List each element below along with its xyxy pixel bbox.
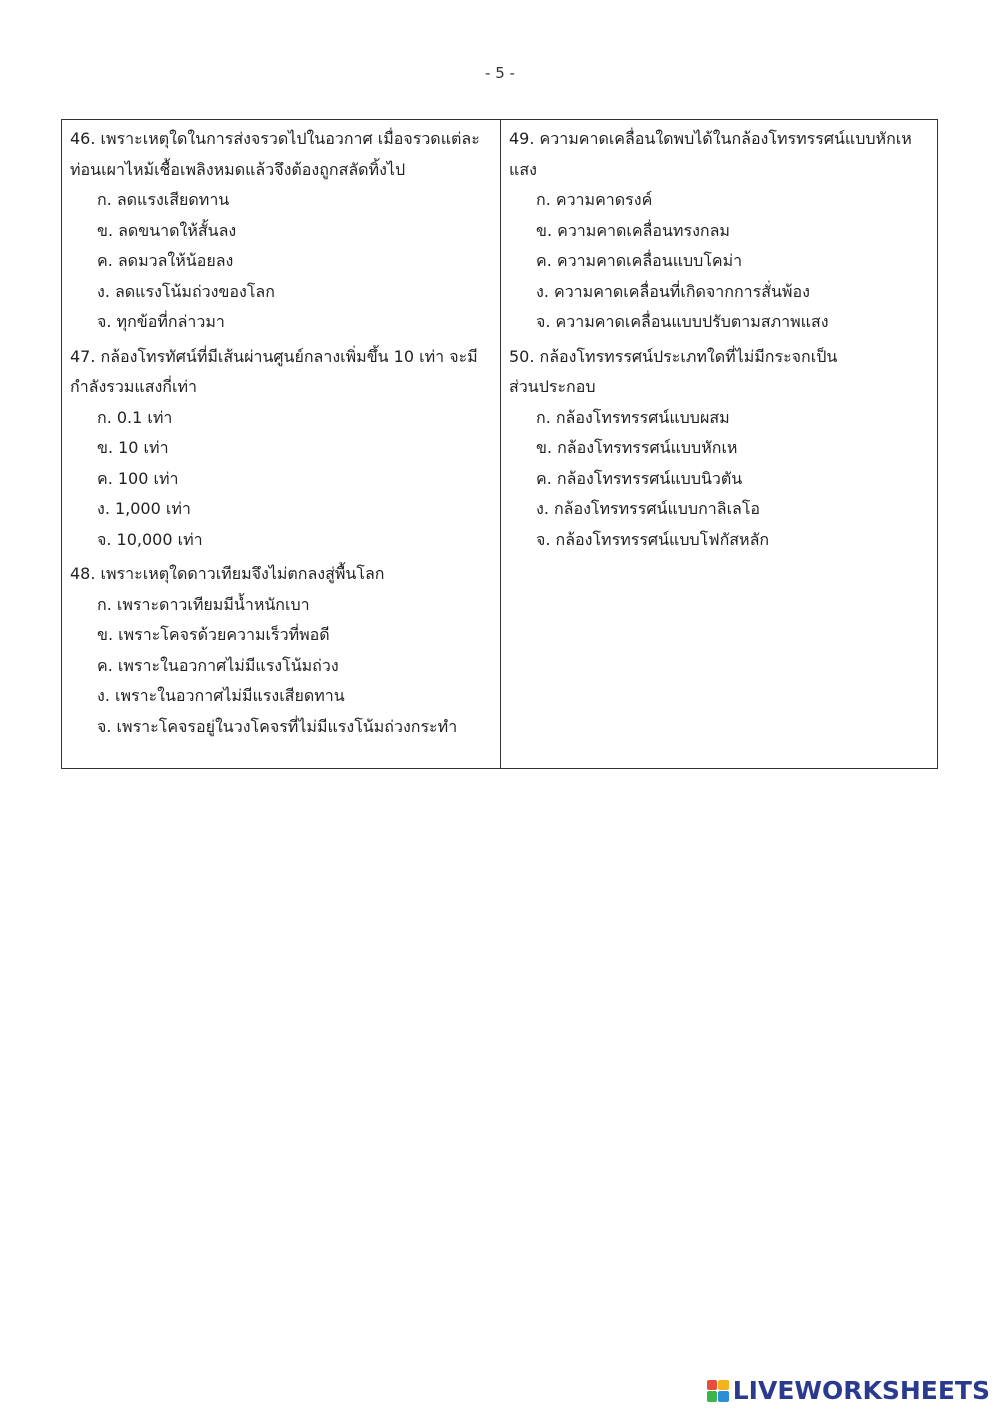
answer-choice[interactable]: ก. 0.1 เท่า	[97, 407, 173, 427]
question-table	[61, 119, 938, 769]
logo-block	[707, 1380, 718, 1391]
question-stem: แสง	[509, 159, 537, 179]
answer-choice[interactable]: ค. ลดมวลให้น้อยลง	[97, 251, 234, 270]
answer-choice[interactable]: ค. 100 เท่า	[97, 468, 179, 488]
answer-choice[interactable]: ข. กล้องโทรทรรศน์แบบหักเห	[536, 438, 738, 457]
logo-block	[707, 1391, 718, 1402]
question-stem: 49. ความคาดเคลื่อนใดพบได้ในกล้องโทรทรรศน์แบบหักเห	[509, 129, 912, 148]
answer-choice[interactable]: ง. ความคาดเคลื่อนที่เกิดจากการสั่นพ้อง	[536, 281, 810, 301]
answer-choice[interactable]: ข. ลดขนาดให้สั้นลง	[97, 220, 237, 240]
left-column	[62, 120, 501, 768]
right-column	[501, 120, 937, 768]
answer-choice[interactable]: ค. กล้องโทรทรรศน์แบบนิวตัน	[536, 468, 743, 488]
question-stem: ส่วนประกอบ	[509, 377, 596, 396]
answer-choice[interactable]: ก. ลดแรงเสียดทาน	[97, 190, 230, 209]
answer-choice[interactable]: ข. เพราะโคจรด้วยความเร็วที่พอดี	[97, 625, 330, 644]
answer-choice[interactable]: ก. กล้องโทรทรรศน์แบบผสม	[536, 407, 730, 427]
logo-blocks-icon	[707, 1380, 729, 1402]
question-stem: กำลังรวมแสงกี่เท่า	[70, 377, 197, 396]
question-stem: ท่อนเผาไหม้เชื้อเพลิงหมดแล้วจึงต้องถูกสลัดทิ้งไป	[70, 159, 406, 179]
question-stem: 47. กล้องโทรทัศน์ที่มีเส้นผ่านศูนย์กลางเพิ่มขึ้น 10 เท่า จะมี	[70, 346, 478, 366]
question-block	[70, 124, 494, 338]
logo-block	[718, 1391, 729, 1402]
liveworksheets-logo	[707, 1376, 990, 1405]
answer-choice[interactable]: ง. 1,000 เท่า	[97, 499, 191, 518]
answer-choice[interactable]: ค. ความคาดเคลื่อนแบบโคม่า	[536, 251, 743, 270]
answer-choice[interactable]: จ. ทุกข้อที่กล่าวมา	[97, 312, 225, 331]
question-block	[509, 342, 931, 556]
question-block	[509, 124, 931, 338]
logo-text: LIVEWORKSHEETS	[732, 1376, 990, 1405]
answer-choice[interactable]: ง. ลดแรงโน้มถ่วงของโลก	[97, 281, 275, 301]
logo-block	[718, 1380, 729, 1391]
answer-choice[interactable]: จ. กล้องโทรทรรศน์แบบโฟกัสหลัก	[536, 529, 770, 549]
answer-choice[interactable]: ง. กล้องโทรทรรศน์แบบกาลิเลโอ	[536, 499, 761, 518]
answer-choice[interactable]: ก. ความคาดรงค์	[536, 190, 653, 209]
answer-choice[interactable]: ง. เพราะในอวกาศไม่มีแรงเสียดทาน	[97, 686, 345, 705]
answer-choice[interactable]: ก. เพราะดาวเทียมมีน้ำหนักเบา	[97, 594, 310, 614]
question-stem: 50. กล้องโทรทรรศน์ประเภทใดที่ไม่มีกระจกเป็น	[509, 346, 838, 366]
answer-choice[interactable]: จ. 10,000 เท่า	[97, 529, 203, 549]
question-stem: 46. เพราะเหตุใดในการส่งจรวดไปในอวกาศ เมื่อจรวดแต่ละ	[70, 129, 480, 148]
answer-choice[interactable]: จ. เพราะโคจรอยู่ในวงโคจรที่ไม่มีแรงโน้มถ่วงกระทำ	[97, 716, 458, 736]
answer-choice[interactable]: ข. ความคาดเคลื่อนทรงกลม	[536, 220, 730, 240]
question-stem: 48. เพราะเหตุใดดาวเทียมจึงไม่ตกลงสู่พื้นโลก	[70, 564, 385, 583]
answer-choice[interactable]: จ. ความคาดเคลื่อนแบบปรับตามสภาพแสง	[536, 312, 829, 331]
question-block	[70, 342, 494, 556]
answer-choice[interactable]: ค. เพราะในอวกาศไม่มีแรงโน้มถ่วง	[97, 655, 339, 675]
question-block	[70, 559, 494, 742]
page-number: - 5 -	[485, 64, 515, 82]
answer-choice[interactable]: ข. 10 เท่า	[97, 438, 169, 457]
